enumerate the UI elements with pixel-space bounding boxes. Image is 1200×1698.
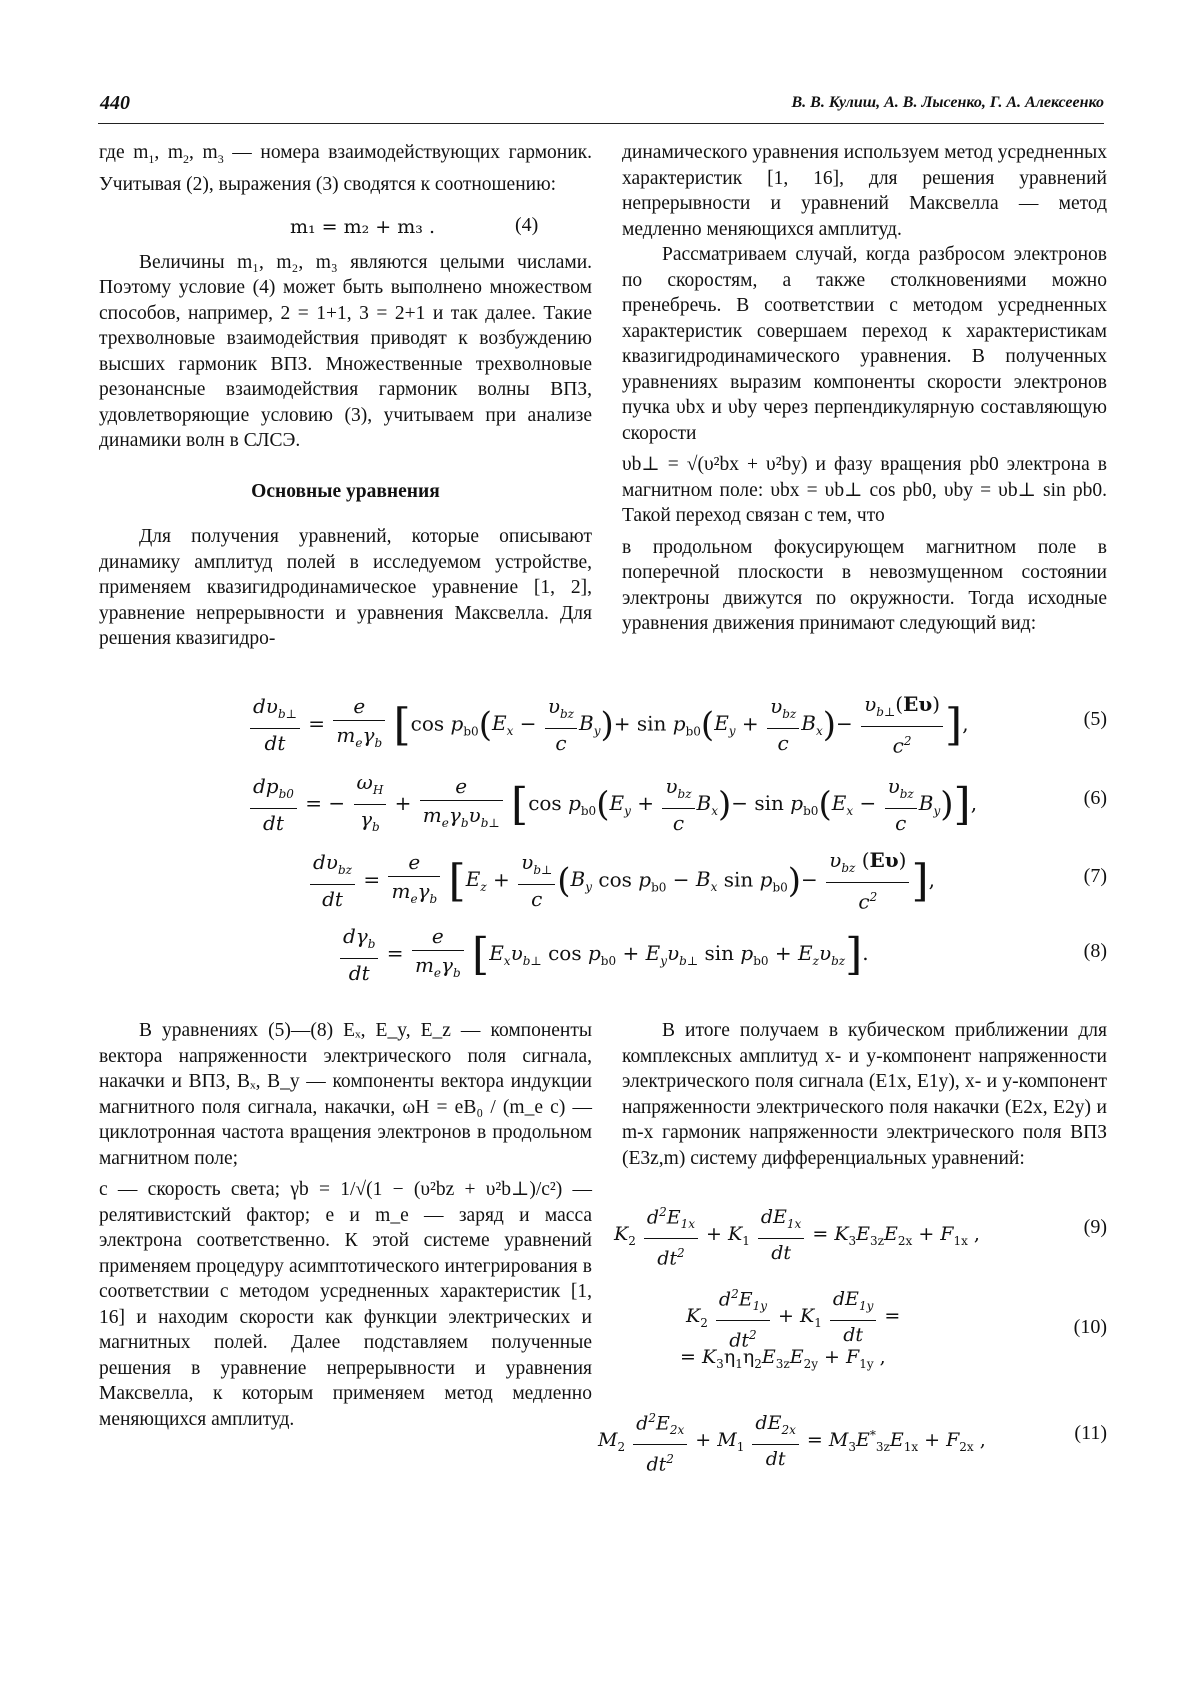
equation-number: (4) bbox=[515, 214, 539, 236]
right-column-top bbox=[622, 140, 1107, 637]
equation-7: $d\upsilon_{bz}$ dt = e $m_e\gamma_b$ [$E_z$ + $\frac{\upsilon_{b\perp}}{c}$ ($B_y$ $\cos p_{b0} - B_x$ $\sin p_{b0})-$ $\upsilon_{bz}$ (Eυ) $c^2$ ], bbox=[308, 846, 935, 916]
right-column-bottom bbox=[622, 1018, 1107, 1171]
equation-number: (9) bbox=[1083, 1216, 1107, 1238]
equation-11: $M_2$ $\frac{d^2E_{2x}}{dt^2}$ + $M_1$ $\frac{dE_{2x}}{dt}$ = $M_3E^*_{3z}E_{1x} + F_{2x}$ , bbox=[598, 1404, 986, 1478]
equation-10-line-1: $K_2$ $\frac{d^2E_{1y}}{dt^2}$ + $K_1$ $\frac{dE_{1y}}{dt}$ = bbox=[686, 1280, 900, 1354]
equation-number: (8) bbox=[1083, 940, 1107, 962]
equation-10-line-2: = $K_3\eta_1\eta_2E_{3z}E_{2y} + F_{1y}$ , bbox=[680, 1346, 886, 1371]
equation-8: $d\gamma_b$ dt = e $m_e\gamma_b$ [$E_x\upsilon_{b\perp}$ $\cos p_{b0} + E_y\upsilon_{b\perp}$ $\sin p_{b0} + E_z\upsilon_{bz}$]. bbox=[338, 922, 869, 987]
paragraph: динамического уравнения используем метод усредненных характеристик [1, 16], для решения уравнений непрерывности и уравнений Максвелла — метод медленно меняющихся амплитуд. bbox=[622, 142, 1107, 240]
equation-6: $dp_{b0}$ dt = − $\frac{\omega_H}{\gamma_b}$ + e $m_e\gamma_b\upsilon_{b\perp}$ [cos $p_{b0}(E_y$ + $\upsilon_{bz}$ c $B_x)- \sin p_{b0}(E_x$ − $\upsilon_{bz}$ c $B_y$)], bbox=[248, 768, 977, 841]
paragraph: где $m_1$, $m_2$, $m_3$ — номера взаимодействующих гармоник. Учитывая (2), выражения (3) сводятся к соотношению: bbox=[99, 142, 592, 196]
paragraph: Для получения уравнений, которые описывают динамику амплитуд полей в исследуемом устройстве, применяем квазигидродинамическое уравнение [1, 2], уравнение непрерывности и уравнения Максвелла. Для решения квазигидро- bbox=[99, 526, 592, 650]
paragraph: Рассматриваем случай, когда разбросом электронов по скоростям, а также столкновениями можно пренебречь. В соответствии с методом усредненных характеристик совершаем переход к характеристикам квазигидродинамического уравнения. В полученных уравнениях выразим компоненты скорости электронов пучка υbx и υby через перпендикулярную составляющую скорости bbox=[622, 244, 1107, 444]
paragraph: в продольном фокусирующем магнитном поле в поперечной плоскости в невозмущенном состоянии электроны движутся по окружности. Тогда исходные уравнения движения принимают следующий вид: bbox=[622, 536, 1107, 634]
equation-4: m₁ = m₂ + m₃ . bbox=[290, 216, 435, 238]
left-column-bottom bbox=[99, 1018, 592, 1432]
paragraph: В уравнениях (5)—(8) Eₓ, E_y, E_z — компоненты вектора напряженности электрического поля сигнала, накачки и ВПЗ, Bₓ, B_y — компоненты вектора индукции магнитного поля сигнала, накачки, ωH = eB₀ / (m_e c) — циклотронная частота вращения электронов в продольном магнитном поле; bbox=[99, 1020, 592, 1169]
equation-number: (10) bbox=[1073, 1316, 1107, 1338]
equation-number: (11) bbox=[1074, 1422, 1107, 1444]
equation-9: $K_2$ $\frac{d^2E_{1x}}{dt^2}$ + $K_1$ $\frac{dE_{1x}}{dt}$ = $K_3E_{3z}E_{2x} + F_{1x}$ , bbox=[614, 1198, 980, 1272]
running-header-authors: В. В. Кулиш, А. В. Лысенко, Г. А. Алексеенко bbox=[791, 94, 1104, 111]
page-number: 440 bbox=[100, 92, 130, 114]
header-rule bbox=[98, 123, 1104, 124]
equation-number: (5) bbox=[1083, 708, 1107, 730]
equation-number: (6) bbox=[1083, 787, 1107, 809]
paragraph: Величины m₁, m₂, m₃ являются целыми числами. Поэтому условие (4) может быть выполнено множеством способов, например, 2 = 1+1, 3 = 2+1 и так далее. Такие трехволновые взаимодействия приводят к возбуждению высших гармоник ВПЗ. Множественные трехволновые резонансные взаимодействия гармоник волны ВПЗ, удовлетворяющие условию (3), учитываем при анализе динамики волн в СЛСЭ. bbox=[99, 251, 592, 452]
equation-number: (7) bbox=[1083, 865, 1107, 887]
paragraph: c — скорость света; γb = 1/√(1 − (υ²bz + υ²b⊥)/c²) — релятивистский фактор; e и m_e — заряд и масса электрона соответственно. К этой системе уравнений применяем процедуру асимптотического интегрирования в соответствии с методом усредненных характеристик [1, 16] и находим скорости как функции электрических и магнитных полей. Далее подставляем полученные решения в уравнение непрерывности и уравнения Максвелла, к которым применяем метод медленно меняющихся амплитуд. bbox=[99, 1179, 592, 1430]
equation-5: $d\upsilon_{b\perp}$ dt = e $m_e\gamma_b$ [cos $p_{b0}(E_x$ − $\upsilon_{bz}$ c $B_y)+ \sin p_{b0}(E_y$ + $\upsilon_{bz}$ c $B_x)-$ $\frac{\upsilon_{b\perp}(E\upsilon)}{c^2}$ ], bbox=[248, 690, 969, 760]
section-title: Основные уравнения bbox=[251, 480, 440, 502]
paragraph: υb⊥ = √(υ²bx + υ²by) и фазу вращения pb0 электрона в магнитном поле: υbx = υb⊥ cos pb0, υby = υb⊥ sin pb0. Такой переход связан с тем, что bbox=[622, 454, 1107, 526]
paragraph: В итоге получаем в кубическом приближении для комплексных амплитуд x- и y-компонент напряженности электрического поля сигнала (E1x, E1y), x- и y-компонент напряженности электрического поля накачки (E2x, E2y) и m-х гармоник напряженности электрического поля ВПЗ (E3z,m) систему дифференциальных уравнений: bbox=[622, 1020, 1107, 1169]
